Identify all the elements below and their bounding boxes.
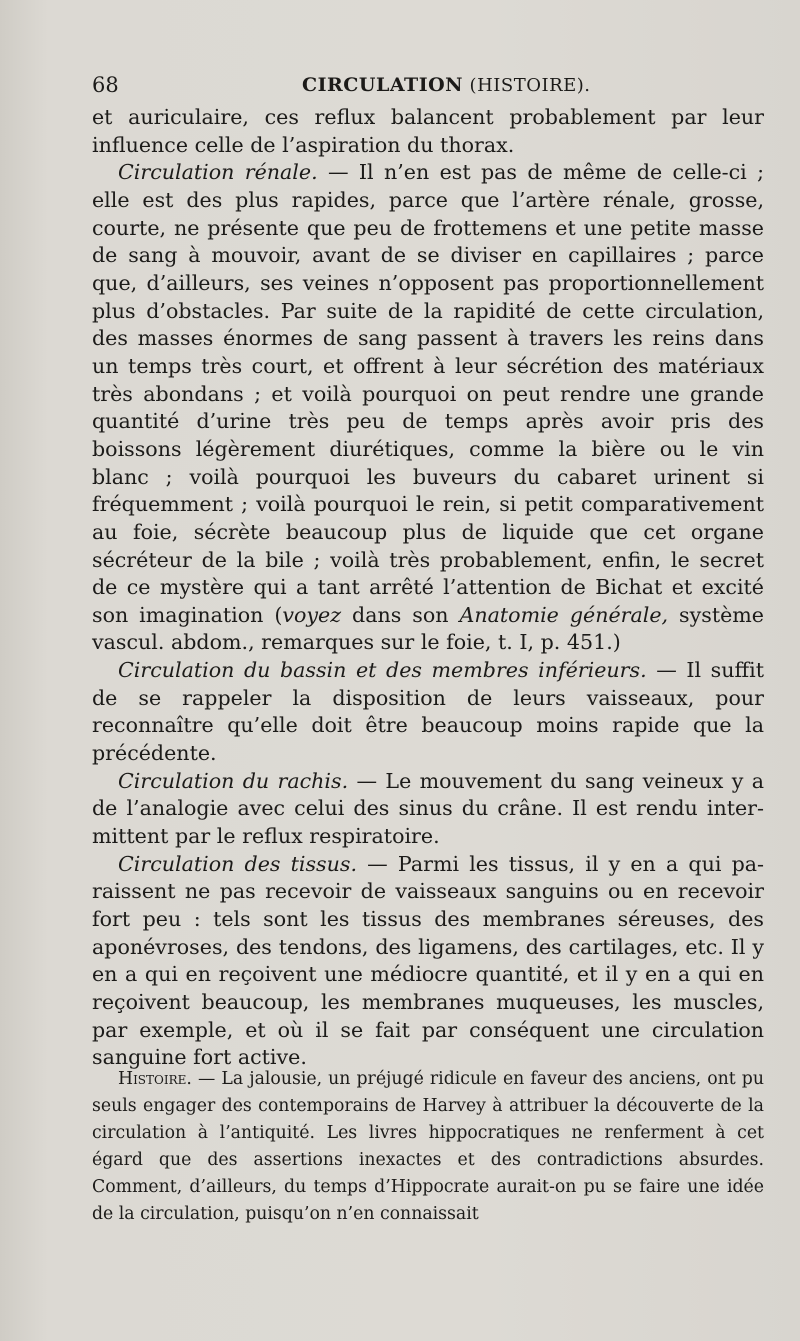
paragraph-text: — Le mouvement du sang veineux y a de l’analogie avec celui des sinus du crâne. Il est rendu intermittent par le reflux respiratoire.	[92, 768, 765, 849]
note-paragraph	[92, 1066, 764, 1227]
paragraph-text: dans son	[341, 602, 460, 627]
running-title-main: CIRCULATION	[302, 74, 463, 96]
note-text: — La jalousie, un préjugé ridicule en faveur des anciens, ont pu seuls engager des contemporains de Harvey à attribuer la découverte de la circulation à l’antiquité. Les livres hippocratiques ne renferment à cet égard que des assertions inexactes et des contradictions absurdes. Comment, d’ailleurs, du temps d’Hippocrate aurait-on pu se faire une idée de la circulation, puisqu’on n’en connaissait	[92, 1069, 764, 1224]
page-number: 68	[92, 73, 119, 97]
paragraph-text: — Il suffit de se rappeler la disposition de leurs vaisseaux, pour reconnaître qu’elle doit être beaucoup moins rapide que la précédente.	[92, 658, 764, 766]
running-title	[302, 70, 591, 101]
paragraph-circulation-tissus	[92, 851, 764, 1072]
section-heading-bassin: Circulation du bassin et des membres inférieurs.	[118, 658, 647, 683]
histoire-note	[92, 1066, 764, 1227]
paragraph-continuation: et auriculaire, ces reflux balancent probablement par leur influence celle de l’aspiration du thorax.	[92, 105, 764, 157]
paragraph-circulation-bassin	[92, 657, 764, 768]
section-heading-tissus: Circulation des tissus.	[118, 851, 357, 876]
running-title-sub: (HISTOIRE).	[469, 75, 591, 96]
section-heading-rachis: Circulation du rachis.	[118, 768, 349, 793]
paragraph-circulation-renale	[92, 159, 764, 657]
page-header	[92, 70, 764, 100]
paragraph-text: système vascul. abdom., remarques sur le foie, t. I, p. 451.)	[92, 602, 764, 655]
section-heading-renale: Circulation rénale.	[118, 160, 318, 185]
voyez-word: voyez	[282, 602, 342, 627]
note-label: Histoire.	[118, 1069, 192, 1089]
body-text	[92, 104, 764, 1072]
paragraph-text: — Il n’en est pas de même de celle-ci ; elle est des plus rapides, parce que l’artère rénale, grosse, courte, ne présente que peu de frottemens et une petite masse de sang à mouvoir, avant de se diviser en capillaires ; parce que, d’ailleurs, ses veines n’opposent pas proportionnellement plus d’obstacles. Par suite de la rapidité de cette circulation, des masses énormes de sang passent à travers les reins dans un temps très court, et offrent à leur sécrétion des matériaux très abondans ; et voilà pourquoi on peut rendre une grande quantité d’urine très peu de temps après avoir pris des boissons légèrement diurétiques, comme la bière ou le vin blanc ; voilà pourquoi les buveurs du cabaret urinent si fréquemment ; voilà pourquoi le rein, si petit comparativement au foie, sécrète beaucoup plus de liquide que cet organe sécréteur de la bile ; voilà très probablement, enfin, le secret de ce mystère qui a tant arrêté l’attention de Bichat et excité son imagination (	[92, 160, 765, 627]
book-title: Anatomie générale,	[459, 602, 669, 627]
paragraph-circulation-rachis	[92, 768, 764, 851]
paragraph-text: — Parmi les tissus, il y en a qui paraissent ne pas recevoir de vaisseaux sanguins ou en recevoir fort peu : tels sont les tissus des membranes séreuses, des aponévroses, des tendons, des ligamens, des cartilages, etc. Il y en a qui en reçoivent une médiocre quantité, et il y en a qui en reçoivent beaucoup, les membranes muqueuses, les muscles, par exemple, et où il se fait par conséquent une circulation sanguine fort active.	[92, 851, 764, 1070]
